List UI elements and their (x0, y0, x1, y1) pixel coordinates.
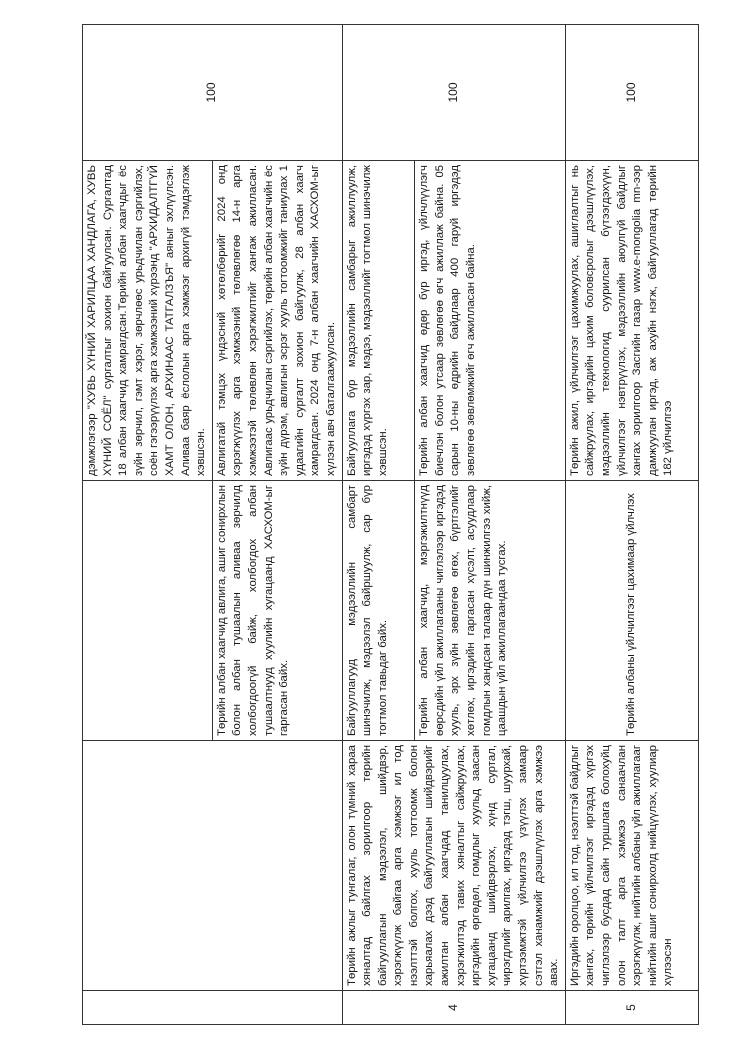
result-cell: дэмжлэгээр "ХУВЬ ХҮНИЙ ХАРИЛЦАА ХАНДЛАГА, ХУВЬ ХҮНИЙ СОЁЛ" сургалтыг зохион байгуулсан. Сургалтад 18 албан хаагчид хамрагдсан.Төрийн албан хаагчдыг ёс зүйн зөрчил, гэмт хэрэг, зөрчлөөс урьдчилан сэргийлэх, соён гэгээрүүлэх арга хэмжээний хүрээнд "АРХИДАЛТГҮЙ ХАМТ ОЛОН, АРХИНААС ТАТГАЛЗЪЯ" аяныг эхлүүлсэн. Аливаа баяр ёслолын арга хэмжээг архигүй тэмдэглэж хэвшсэн. (83, 161, 213, 481)
row-number (83, 991, 343, 1025)
goal-cell: Төрийн ажлыг тунгалаг, олон түмний хараа хяналтад байлгах зорилгоор төрийн байгууллагын мэдээлэл, шийдвэр, хэрэгжүүлж байгаа арга хэмжээг ил тод нээлттэй болгох, хууль тогтоомж болон харьяалах дээд байгууллагын шийдвэрийг ажилтан албан хаагчдад танилцуулах, хэрэгжилтэд тавих хяналтыг сайжруулах, иргэдийн өргөдөл, гомдлыг хуульд заасан хугацаанд шийдвэрлэх, хүнд суртал, чирэгдлийг арилгах, иргэдэд тэгш, шуурхай, хүртээмжтэй үйлчилгээ үзүүлэх замаар сэтгэл ханамжийг дээшлүүлэх арга хэмжээ авах. (342, 741, 565, 991)
score-cell: 100 (565, 25, 698, 161)
result-cell: Төрийн албан хаагчид өдөр бүр иргэд, үйлчлүүлэгч биечлэн болон утсаар зөвлөгөө өгч ажиллаж байна. 05 сарын 10-ны өдрийн байдлаар 400 гаруй иргэдэд зөвлөгөө зөвлөмжийг өгч ажилласан байна. (415, 161, 566, 481)
report-table (82, 24, 699, 1025)
activity-cell: Байгууллагууд мэдээллийн самбарт шинэчилж, мэдээлэл байршуулж, сар бүр тогтмол тавьдаг байх. (342, 481, 415, 741)
score-cell: 100 (83, 25, 343, 161)
row-number: 5 (565, 991, 698, 1025)
goal-cell (83, 741, 343, 991)
activity-cell: Төрийн албаны үйлчилгээг цахимаар үйлчлэх (565, 481, 698, 741)
table-row (342, 25, 415, 1025)
result-cell: Байгууллага бүр мэдээллийн самбарыг ажиллуулж, иргэдэд хүргэх зар, мэдээ, мэдээллийг тогтмол шинэчилж хэвшсэн. (342, 161, 415, 481)
table-row (83, 25, 213, 1025)
score-cell: 100 (342, 25, 565, 161)
goal-cell: Иргэдийн оролцоо, ил тод, нээлттэй байдлыг хангах, төрийн үйлчилгээг иргэдэд хүргэх чиглэлээр бусдад сайн туршлага болохуйц олон талт арга хэмжээ санаачлан хэрэгжүүлж, нийтийн албаны үйл ажиллагааг нийтийн ашиг сонирхолд нийцүүлэх, хуулиар хүлээсэн (565, 741, 698, 991)
result-cell: Төрийн ажил, үйлчилгээг цахимжуулах, ашиглалтыг нь сайжруулах, иргэдийн цахим боловсролыг дээшлүүлэх, мэдээллийн технологид суурилсан бүтээгдэхүүн, үйлчилгээг нэвтрүүлэх, мэдээллийн аюулгүй байдлыг хангах зорилгоор Засгийн газар www.e-mongolia mn-ээр дамжуулан иргэд, аж ахуйн нэгж, байгууллагад төрийн 182 үйлчилгээ (565, 161, 698, 481)
activity-cell (83, 481, 213, 741)
table-row (565, 25, 698, 1025)
result-cell: Авлигатай тэмцэх үндэсний хөтөлбөрийг 2024 онд хэрэгжүүлэх арга хэмжээний төлөвлөгөө 14-н арга хэмжээтэй төлөвлөн хэрэгжилтийг хангаж ажилласан. Авлигаас урьдчилан сэргийлэх, төрийн албан хаагчийн ёс зүйн дүрэм, авлигын эсрэг хууль тогтоомжийг таниулах 1 удаагийн сургалт зохион байгуулж, 28 албан хаагч хамрагдсан. 2024 онд 7-н албан хаагчийн ХАСХОМ-ыг хүлээн авч баталгаажуулсан. (212, 161, 342, 481)
activity-cell: Төрийн албан хаагчид, мэргэжилтнүүд өөрсдийн үйл ажиллагааны чиглэлээр иргэдэд хууль, эрх зүйн зөвлөгөө өгөх, бүртгэлийг хөтлөх, иргэдийн гаргасан хүсэлт, асуудлаар гомдлын хандсан талаар дүн шинжилгээ хийж, цаашдын үйл ажиллагаандаа тусгах. (415, 481, 566, 741)
row-number: 4 (342, 991, 565, 1025)
activity-cell: Төрийн албан хаагчид авлига, ашиг сонирхлын болон албан тушаалын аливаа зөрчилд холбогдоогүй байж, холбогдох албан тушаалтнууд хуулийн хугацаанд ХАСХОМ-ыг гаргасан байх. (212, 481, 342, 741)
